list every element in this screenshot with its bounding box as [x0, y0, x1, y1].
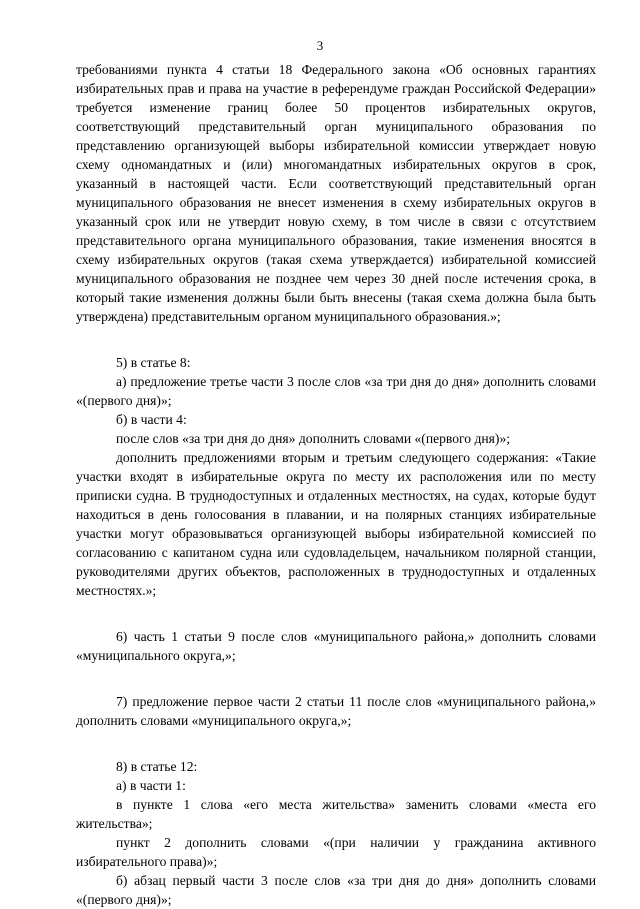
document-body	[76, 60, 596, 909]
paragraph-continuation: требованиями пункта 4 статьи 18 Федерального закона «Об основных гарантиях избирательных прав и права на участие в референдуме граждан Российской Федерации» требуется изменение границ более 50 процентов избирательных округов, соответствующий представительный орган муниципального образования по представлению организующей выборы избирательной комиссии утверждает новую схему одномандатных и (или) многомандатных избирательных округов в срок, указанный в настоящей части. Если соответствующий представительный орган муниципального образования не внесет изменения в схему избирательных округов в указанный срок или не утвердит новую схему, в том числе в связи с отсутствием представительного органа муниципального образования, такие изменения вносятся в схему избирательных округов (такая схема утверждается) избирательной комиссией муниципального образования не позднее чем через 30 дней после истечения срока, в который такие изменения должны были быть внесены (такая схема должна была быть утверждена) представительным органом муниципального образования.»;	[76, 62, 596, 324]
paragraph-item-5b-2: дополнить предложениями вторым и третьим следующего содержания: «Такие участки входят в избирательные округа по месту их расположения или по месту приписки судна. В труднодоступных и отдаленных местностях, на судах, которые будут находиться в день голосования в плавании, и на полярных станциях избирательные участки могут образовываться организующей выборы избирательной комиссией по согласованию с капитаном судна или судовладельцем, начальником полярной станции, руководителями других объектов, расположенных в труднодоступных и отдаленных местностях.»;	[76, 450, 596, 598]
paragraph-item-5b: б) в части 4:	[116, 412, 187, 427]
paragraph-item-5a: а) предложение третье части 3 после слов «за три дня до дня» дополнить словами «(первого дня)»;	[76, 374, 596, 408]
paragraph-item-6: 6) часть 1 статьи 9 после слов «муниципального района,» дополнить словами «муниципального округа,»;	[76, 629, 596, 663]
page-number: 3	[316, 38, 324, 53]
paragraph-item-8b: б) абзац первый части 3 после слов «за три дня до дня» дополнить словами «(первого дня)»;	[76, 873, 596, 907]
paragraph-item-8a-1: в пункте 1 слова «его места жительства» заменить словами «места его жительства»;	[76, 797, 596, 831]
paragraph-item-5b-1: после слов «за три дня до дня» дополнить словами «(первого дня)»;	[116, 431, 511, 446]
paragraph-item-8a: а) в части 1:	[116, 778, 186, 793]
paragraph-item-5: 5) в статье 8:	[116, 355, 191, 370]
paragraph-item-7: 7) предложение первое части 2 статьи 11 после слов «муниципального района,» дополнить словами «муниципального округа,»;	[76, 694, 596, 728]
paragraph-item-8a-2: пункт 2 дополнить словами «(при наличии у гражданина активного избирательного права)»;	[76, 835, 596, 869]
paragraph-item-8: 8) в статье 12:	[116, 759, 198, 774]
